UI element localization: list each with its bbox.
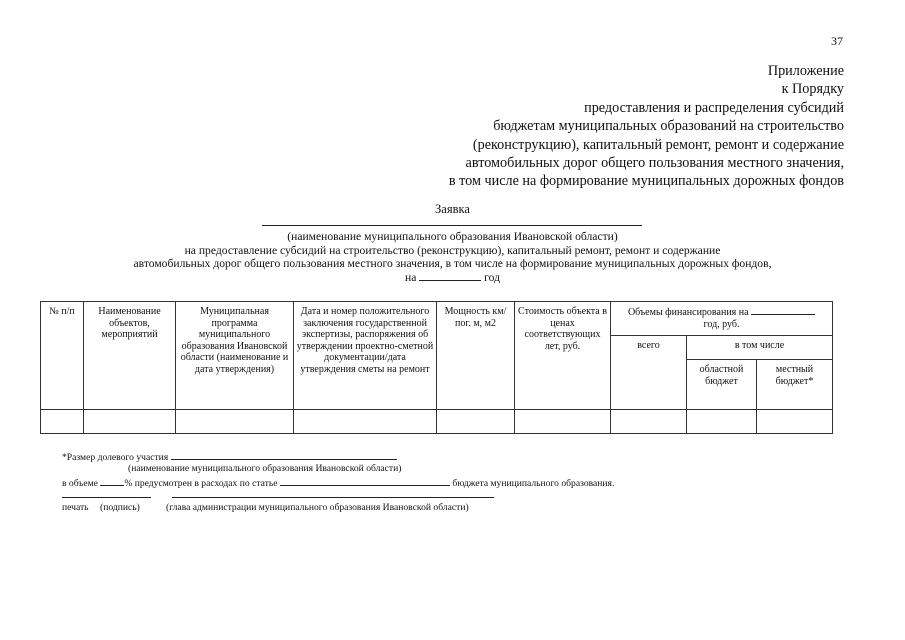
financing-prefix: Объемы финансирования на <box>627 307 749 318</box>
percent-blank <box>100 476 124 486</box>
article-blank <box>280 476 450 486</box>
signature-line <box>62 497 151 498</box>
col-header-capacity: Мощность км/пог. м, м2 <box>437 302 515 410</box>
page-number: 37 <box>831 34 843 48</box>
col-header-financing <box>611 302 833 336</box>
table-cell[interactable] <box>437 410 515 434</box>
col-header-total: всего <box>611 336 687 410</box>
volume-suffix: бюджета муниципального образования. <box>452 478 615 489</box>
footer-municipality-caption: (наименование муниципального образования Ивановской области) <box>128 463 402 474</box>
financing-table <box>40 301 833 434</box>
head-name-line <box>172 497 494 498</box>
financing-suffix: год, руб. <box>703 318 740 330</box>
col-header-expertise: Дата и номер положительного заключения государственной экспертизы, распоряжения об утверждении проектно-сметной документации/дата утверждения сметы на ремонт <box>294 302 437 410</box>
year-blank <box>419 271 481 281</box>
volume-line <box>62 476 614 491</box>
col-header-program: Муниципальная программа муниципального образования Ивановской области (наименование и дата утверждения) <box>176 302 294 410</box>
municipality-name-line <box>262 225 642 226</box>
request-line: автомобильных дорог общего пользования местного значения, в том числе на формирование муниципальных дорожных фондов, <box>133 257 772 271</box>
table-cell[interactable] <box>515 410 611 434</box>
appendix-line: к Порядку <box>781 81 844 98</box>
table-cell[interactable] <box>41 410 84 434</box>
share-label: *Размер долевого участия <box>62 452 169 463</box>
year-suffix: год <box>484 270 500 284</box>
request-block <box>0 230 905 284</box>
appendix-header <box>449 62 844 191</box>
appendix-line: автомобильных дорог общего пользования местного значения, <box>465 155 844 172</box>
col-header-cost: Стоимость объекта в ценах соответствующих лет, руб. <box>515 302 611 410</box>
col-header-number: № п/п <box>41 302 84 410</box>
col-header-objects: Наименование объектов, мероприятий <box>84 302 176 410</box>
table-cell[interactable] <box>294 410 437 434</box>
year-line <box>0 271 905 285</box>
document-title: Заявка <box>435 202 470 216</box>
year-prefix: на <box>405 270 417 284</box>
financing-year-blank <box>751 306 815 315</box>
col-header-including: в том числе <box>687 336 833 360</box>
head-caption: (глава администрации муниципального образования Ивановской области) <box>166 502 469 513</box>
table-cell[interactable] <box>176 410 294 434</box>
col-header-regional: областной бюджет <box>687 360 757 410</box>
col-header-local: местный бюджет* <box>757 360 833 410</box>
appendix-line: Приложение <box>767 63 844 79</box>
volume-middle: % предусмотрен в расходах по статье <box>124 478 278 489</box>
request-line: на предоставление субсидий на строительство (реконструкцию), капитальный ремонт, ремонт и содержание <box>184 243 721 257</box>
volume-prefix: в объеме <box>62 478 98 489</box>
table-cell[interactable] <box>757 410 833 434</box>
appendix-line: (реконструкцию), капитальный ремонт, ремонт и содержание <box>472 136 844 153</box>
appendix-line: предоставления и распределения субсидий <box>584 99 844 116</box>
share-blank <box>171 450 397 460</box>
table-row <box>41 410 833 434</box>
table-cell[interactable] <box>84 410 176 434</box>
table-cell[interactable] <box>687 410 757 434</box>
stamp-caption: печать <box>62 502 89 513</box>
appendix-line: в том числе на формирование муниципальных дорожных фондов <box>448 173 844 190</box>
appendix-line: бюджетам муниципальных образований на строительство <box>493 118 844 135</box>
municipality-caption: (наименование муниципального образования Ивановской области) <box>287 230 618 243</box>
table-cell[interactable] <box>611 410 687 434</box>
signature-caption: (подпись) <box>100 502 140 513</box>
